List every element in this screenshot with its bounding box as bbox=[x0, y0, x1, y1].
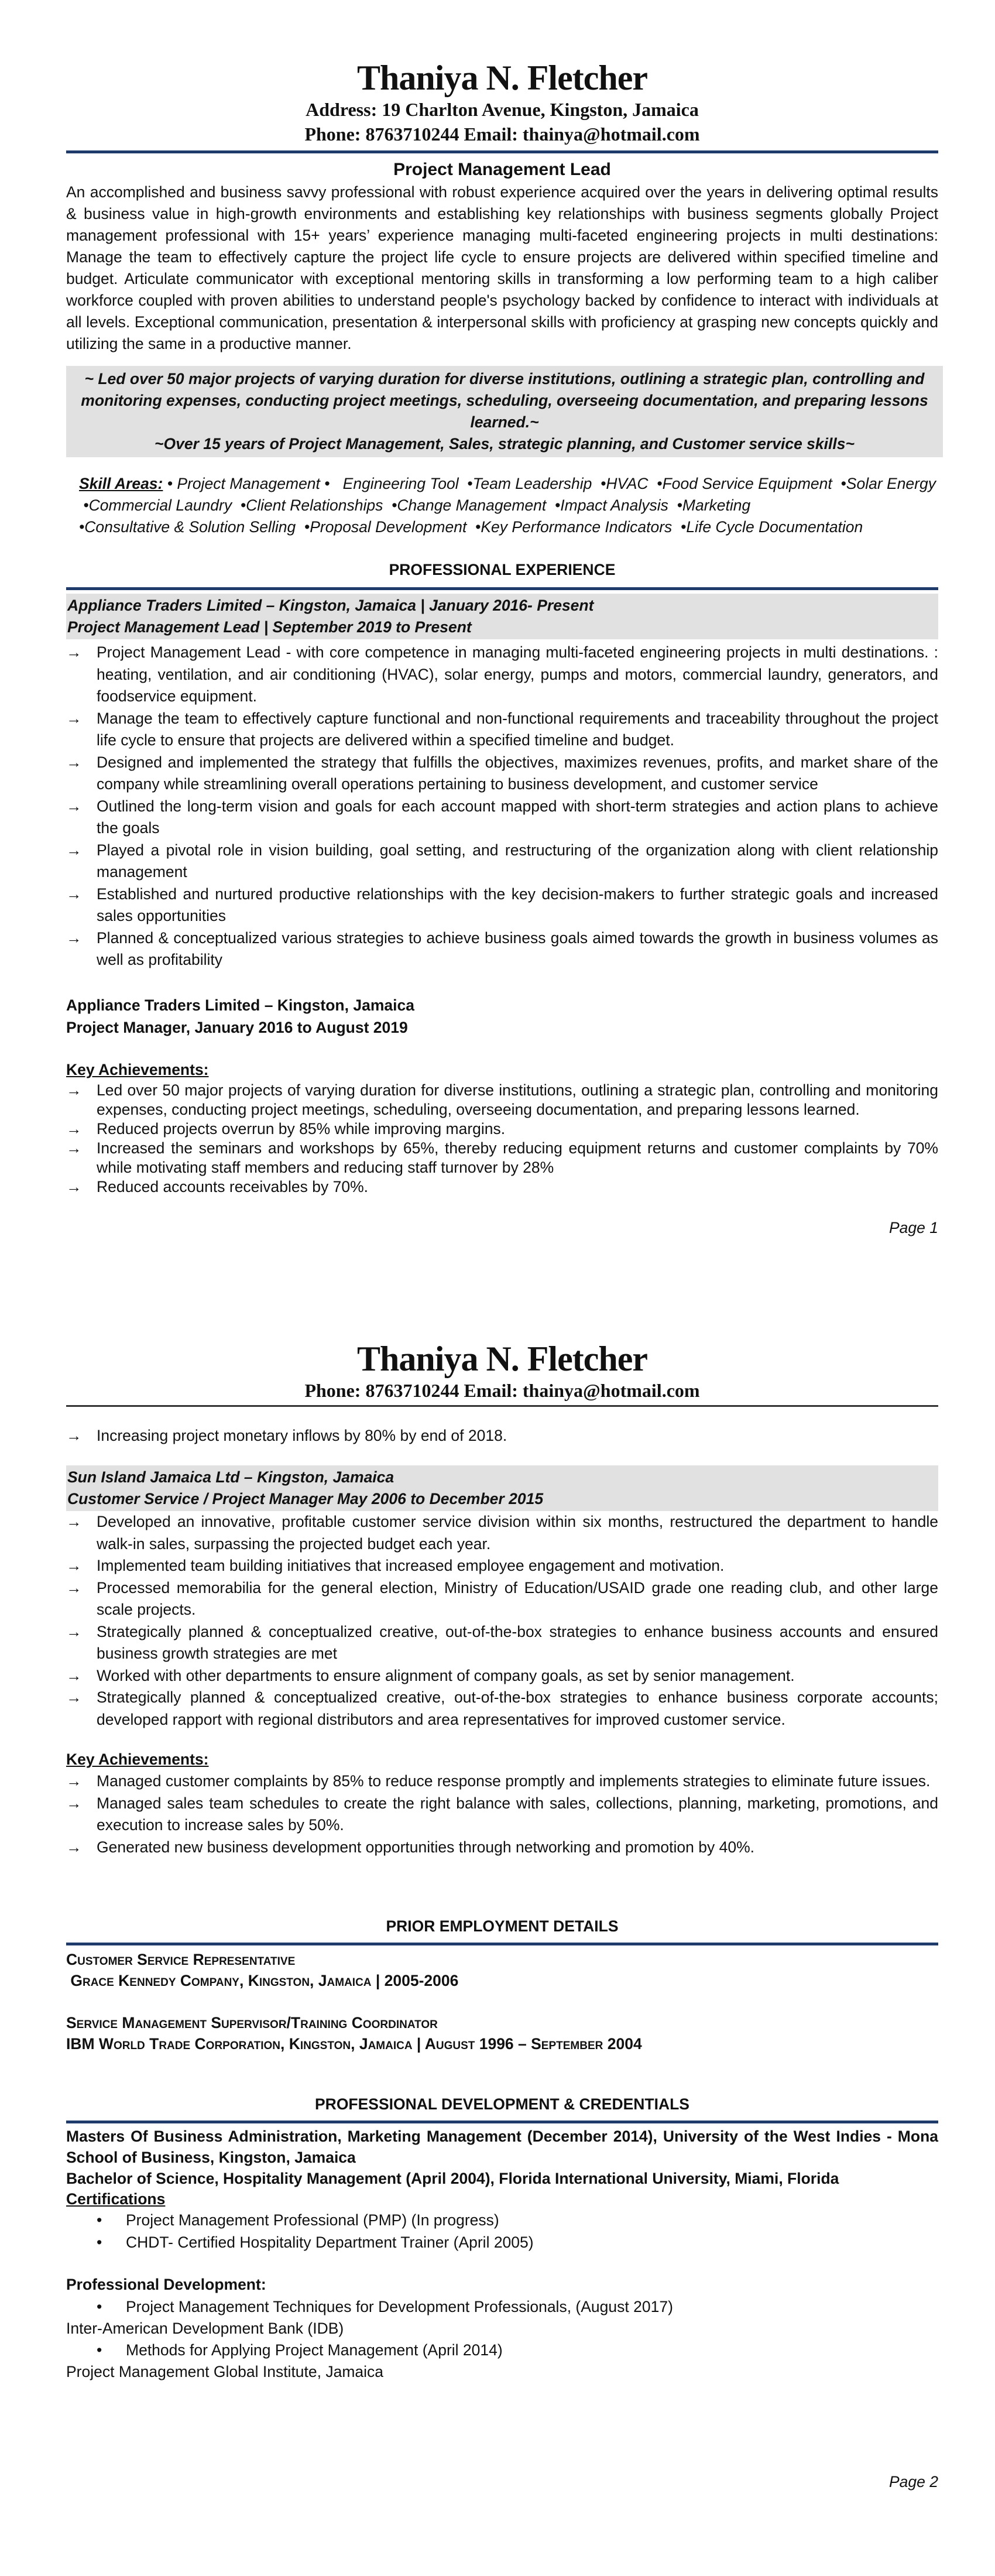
arrow-icon: → bbox=[66, 885, 82, 903]
skills-label: Skill Areas: bbox=[79, 475, 163, 492]
page2-header bbox=[66, 1340, 938, 1403]
arrow-icon: → bbox=[66, 1622, 82, 1640]
arrow-icon: → bbox=[66, 753, 82, 771]
candidate-name: Thaniya N. Fletcher bbox=[357, 59, 647, 97]
arrow-icon: → bbox=[66, 1120, 82, 1138]
arrow-icon: → bbox=[66, 1427, 82, 1444]
list-item: → Planned & conceptualized various strategies to achieve business goals aimed towards the growth in business volumes as well as profitability bbox=[66, 927, 938, 971]
summary-section bbox=[66, 158, 938, 355]
bullet-icon: • bbox=[97, 2341, 102, 2359]
skill-item: Life Cycle Documentation bbox=[686, 518, 863, 536]
skill-areas: Skill Areas: • Project Management • Engineering Tool •Team Leadership •HVAC •Food Service Equipment •Solar Energy •Commercial Laundry •Client Relationships •Change Management •Impact Analysis •Marketing •Consultative & Solution Selling •Proposal Development •Key Performance Indicators •Life Cycle Documentation bbox=[79, 475, 936, 536]
course-provider: Project Management Global Institute, Jamaica bbox=[66, 2363, 384, 2380]
key-achievements-label: Key Achievements: bbox=[66, 1751, 209, 1768]
list-item: • CHDT- Certified Hospitality Department Trainer (April 2005) bbox=[66, 2231, 938, 2253]
arrow-icon: → bbox=[66, 643, 82, 661]
skill-item: HVAC bbox=[606, 475, 649, 492]
arrow-icon: → bbox=[66, 1688, 82, 1706]
page-number: Page 1 bbox=[889, 1219, 938, 1236]
list-item: → Strategically planned & conceptualized creative, out-of-the-box strategies to enhance business corporate accounts; developed rapport with regional distributors and area representatives for improved customer service. bbox=[66, 1687, 938, 1731]
highlight-2: ~Over 15 years of Project Management, Sales, strategic planning, and Customer service skills~ bbox=[155, 435, 855, 453]
arrow-icon: → bbox=[66, 1513, 82, 1530]
list-item: → Increasing project monetary inflows by 80% by end of 2018. bbox=[66, 1425, 938, 1447]
experience-section bbox=[66, 559, 938, 971]
list-item: → Strategically planned & conceptualized creative, out-of-the-box strategies to enhance business accounts and ensured business growth strategies are met bbox=[66, 1621, 938, 1665]
contact-line: Phone: 8763710244 Email: thainya@hotmail.com bbox=[304, 124, 700, 145]
skill-item: Food Service Equipment bbox=[662, 475, 832, 492]
job-header bbox=[66, 1465, 938, 1511]
section-heading: PROFESSIONAL DEVELOPMENT & CREDENTIALS bbox=[315, 2095, 689, 2113]
job-company: Sun Island Jamaica Ltd – Kingston, Jamaica bbox=[67, 1468, 394, 1486]
list-item: → Reduced accounts receivables by 70%. bbox=[66, 1178, 369, 1195]
list-item: → Increased the seminars and workshops by 65%, thereby reducing equipment returns and customer complaints by 70% while motivating staff members and reducing staff turnover by 28% bbox=[66, 1139, 938, 1176]
list-item: → Generated new business development opportunities through networking and promotion by 40%. bbox=[66, 1837, 938, 1859]
key-achievements-label: Key Achievements: bbox=[66, 1061, 209, 1078]
arrow-icon: → bbox=[66, 1178, 82, 1195]
arrow-icon: → bbox=[66, 929, 82, 947]
highlight-1: ~ Led over 50 major projects of varying duration for diverse institutions, outlining a strategic plan, controlling and monitoring expenses, conducting project meetings, scheduling, overseeing documentation, and preparing lessons learned.~ bbox=[81, 370, 928, 431]
section-rule bbox=[66, 1943, 938, 1945]
section-rule bbox=[66, 2121, 938, 2123]
list-item: → Played a pivotal role in vision building, goal setting, and restructuring of the organization along with client relationship management bbox=[66, 840, 938, 883]
job2-continued bbox=[66, 1425, 938, 1447]
achievement-list bbox=[66, 1081, 938, 1197]
list-item: → Outlined the long-term vision and goals for each account mapped with short-term strategies and action plans to achieve the goals bbox=[66, 796, 938, 840]
section-heading: PRIOR EMPLOYMENT DETAILS bbox=[386, 1917, 619, 1935]
prior-title: Customer Service Representative bbox=[66, 1951, 296, 1968]
skill-item: Change Management bbox=[397, 496, 547, 514]
skill-item: • Project Management • bbox=[167, 475, 343, 492]
arrow-icon: → bbox=[66, 1578, 82, 1597]
skill-item: Commercial Laundry bbox=[88, 496, 232, 514]
list-item: → Managed customer complaints by 85% to reduce response promptly and implements strategies to eliminate future issues. bbox=[66, 1770, 938, 1793]
arrow-icon: → bbox=[66, 841, 82, 859]
header-rule bbox=[66, 1405, 938, 1407]
arrow-icon: → bbox=[66, 1139, 82, 1157]
prior-detail: Grace Kennedy Company, Kingston, Jamaica | 2005-2006 bbox=[66, 1972, 459, 1989]
arrow-icon: → bbox=[66, 1666, 82, 1684]
list-item: • Project Management Techniques for Development Professionals, (August 2017) bbox=[66, 2296, 938, 2318]
certification-list bbox=[66, 2209, 938, 2253]
address: Address: 19 Charlton Avenue, Kingston, Jamaica bbox=[306, 99, 699, 120]
course-list bbox=[66, 2296, 938, 2318]
degree: Bachelor of Science, Hospitality Management (April 2004), Florida International University, Miami, Florida bbox=[66, 2170, 839, 2187]
list-item: • Methods for Applying Project Management (April 2014) bbox=[66, 2339, 938, 2361]
prior-title: Service Management Supervisor/Training Coordinator bbox=[66, 2014, 438, 2032]
job-company: Appliance Traders Limited – Kingston, Jamaica | January 2016- Present bbox=[67, 597, 594, 614]
skill-item: Marketing bbox=[682, 496, 751, 514]
bullet-icon: • bbox=[97, 2298, 102, 2315]
summary-text: An accomplished and business savvy professional with robust experience acquired over the years in delivering optimal results & business value in high-growth environments and establishing key relationships with business segments globally Project management professional with 15+ years’ experience managing multi-faceted engineering projects in multi destinations: Manage the team to effectively capture the project life cycle to ensure projects are delivered within specified timeline and budget. Articulate communicator with exceptional mentoring skills in transforming a low performing team to a high caliber workforce coupled with proven abilities to understand people's psychology backed by confidence to interact with individuals at all levels. Exceptional communication, presentation & interpersonal skills with proficiency at grasping new concepts quickly and utilizing the same in a productive manner. bbox=[66, 183, 938, 352]
achievement-list bbox=[66, 1425, 938, 1447]
credentials-section bbox=[66, 2094, 938, 2382]
list-item: → Project Management Lead - with core competence in managing multi-faceted engineering projects in multi destinations. : heating, ventilation, and air conditioning (HVAC), solar energy, pumps and motors, commercial laundry, generators, and foodservice equipment. bbox=[66, 642, 938, 708]
list-item: → Led over 50 major projects of varying duration for diverse institutions, outlining a strategic plan, controlling and monitoring expenses, conducting project meetings, scheduling, overseeing documentation, and preparing lessons learned. bbox=[66, 1081, 938, 1118]
page1-header bbox=[66, 59, 938, 146]
arrow-icon: → bbox=[66, 1838, 82, 1856]
job2 bbox=[66, 994, 938, 1197]
list-item: → Implemented team building initiatives that increased employee engagement and motivation. bbox=[66, 1555, 938, 1577]
job3 bbox=[66, 1465, 938, 1858]
list-item: → Designed and implemented the strategy that fulfills the objectives, maximizes revenues, profits, and market share of the company while streamlining overall operations pertaining to business development, and customer service bbox=[66, 752, 938, 796]
certifications-label: Certifications bbox=[66, 2190, 166, 2208]
job-company: Appliance Traders Limited – Kingston, Jamaica bbox=[66, 996, 414, 1014]
bullet-icon: • bbox=[97, 2211, 102, 2229]
list-item: → Established and nurtured productive relationships with the key decision-makers to further strategic goals and increased sales opportunities bbox=[66, 883, 938, 927]
arrow-icon: → bbox=[66, 1081, 82, 1099]
arrow-icon: → bbox=[66, 1557, 82, 1574]
course-provider: Inter-American Development Bank (IDB) bbox=[66, 2320, 344, 2337]
course-list bbox=[66, 2339, 938, 2361]
highlight-box bbox=[66, 366, 943, 457]
contact-line: Phone: 8763710244 Email: thainya@hotmail.com bbox=[304, 1380, 700, 1401]
page-number: Page 2 bbox=[889, 2473, 938, 2491]
list-item: → Worked with other departments to ensure alignment of company goals, as set by senior management. bbox=[66, 1665, 938, 1687]
arrow-icon: → bbox=[66, 709, 82, 727]
arrow-icon: → bbox=[66, 797, 82, 815]
skill-item: Solar Energy bbox=[846, 475, 936, 492]
skill-item: Consultative & Solution Selling bbox=[84, 518, 296, 536]
job-header bbox=[66, 594, 938, 639]
job-role: Project Management Lead | September 2019 to Present bbox=[67, 618, 472, 636]
job-role: Project Manager, January 2016 to August 2019 bbox=[66, 1019, 408, 1036]
section-heading: PROFESSIONAL EXPERIENCE bbox=[389, 561, 616, 578]
job-role: Customer Service / Project Manager May 2006 to December 2015 bbox=[67, 1490, 544, 1508]
list-item: → Manage the team to effectively capture functional and non-functional requirements and traceability throughout the project life cycle to ensure that projects are delivered within a specified timeline and budget. bbox=[66, 708, 938, 752]
candidate-name: Thaniya N. Fletcher bbox=[357, 1340, 647, 1378]
skill-item: Impact Analysis bbox=[560, 496, 668, 514]
skill-item: Engineering Tool bbox=[342, 475, 459, 492]
list-item: → Processed memorabilia for the general election, Ministry of Education/USAID grade one reading club, and other large scale projects. bbox=[66, 1577, 938, 1621]
degree: Masters Of Business Administration, Marketing Management (December 2014), University of the West Indies - Mona School of Business, Kingston, Jamaica bbox=[66, 2128, 938, 2166]
header-rule bbox=[66, 150, 938, 153]
arrow-icon: → bbox=[66, 1794, 82, 1812]
skill-item: Team Leadership bbox=[472, 475, 592, 492]
job-bullets bbox=[66, 642, 938, 971]
skill-item: Key Performance Indicators bbox=[481, 518, 673, 536]
list-item: → Reduced projects overrun by 85% while improving margins. bbox=[66, 1120, 506, 1138]
bullet-icon: • bbox=[97, 2234, 102, 2251]
job-bullets bbox=[66, 1511, 938, 1731]
skill-item: Proposal Development bbox=[310, 518, 467, 536]
prof-dev-label: Professional Development: bbox=[66, 2276, 266, 2293]
arrow-icon: → bbox=[66, 1772, 82, 1790]
list-item: → Developed an innovative, profitable customer service division within six months, restructured the department to handle walk-in sales, surpassing the projected budget each year. bbox=[66, 1511, 938, 1555]
summary-title: Project Management Lead bbox=[393, 160, 611, 179]
achievement-list bbox=[66, 1770, 938, 1858]
skill-item: Client Relationships bbox=[246, 496, 383, 514]
list-item: → Managed sales team schedules to create the right balance with sales, collections, planning, marketing, promotions, and execution to increase sales by 50%. bbox=[66, 1793, 938, 1837]
section-rule bbox=[66, 587, 938, 590]
prior-employment-section bbox=[66, 1916, 938, 2054]
list-item: • Project Management Professional (PMP) (In progress) bbox=[66, 2209, 938, 2231]
prior-detail: IBM World Trade Corporation, Kingston, Jamaica | August 1996 – September 2004 bbox=[66, 2035, 642, 2053]
